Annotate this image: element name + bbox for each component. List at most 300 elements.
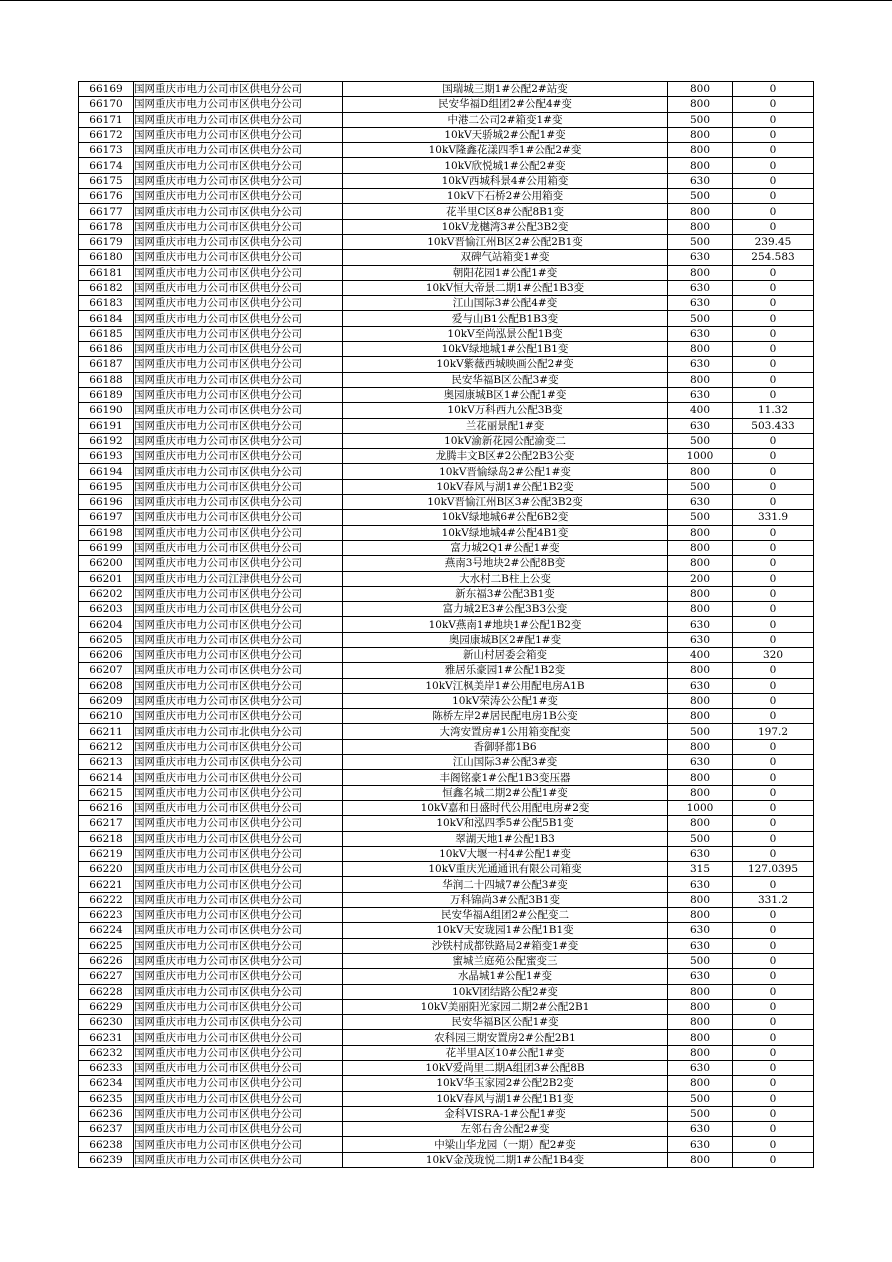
- table-row: [79, 204, 814, 219]
- company-cell: 国网重庆市电力公司市区供电分公司: [134, 433, 343, 448]
- table-row: [79, 785, 814, 800]
- table-row: [79, 556, 814, 571]
- capacity-cell: 500: [668, 311, 733, 326]
- row-id-cell: 66233: [79, 1061, 134, 1076]
- transformer-name-cell: 大水村二B柱上公变: [343, 571, 668, 586]
- value-cell: 503.433: [733, 418, 814, 433]
- table-row: [79, 892, 814, 907]
- table-row: [79, 999, 814, 1014]
- capacity-cell: 630: [668, 250, 733, 265]
- value-cell: 254.583: [733, 250, 814, 265]
- row-id-cell: 66239: [79, 1152, 134, 1167]
- value-cell: 0: [733, 877, 814, 892]
- transformer-name-cell: 10kV绿地城6#公配6B2变: [343, 510, 668, 525]
- company-cell: 国网重庆市电力公司市区供电分公司: [134, 326, 343, 341]
- company-cell: 国网重庆市电力公司市区供电分公司: [134, 250, 343, 265]
- row-id-cell: 66196: [79, 495, 134, 510]
- transformer-name-cell: 10kV金茂珑悦二期1#公配1B4变: [343, 1152, 668, 1167]
- value-cell: 0: [733, 1030, 814, 1045]
- value-cell: 0: [733, 372, 814, 387]
- table-row: [79, 969, 814, 984]
- company-cell: 国网重庆市电力公司市区供电分公司: [134, 923, 343, 938]
- company-cell: 国网重庆市电力公司市区供电分公司: [134, 1137, 343, 1152]
- row-id-cell: 66206: [79, 647, 134, 662]
- row-id-cell: 66207: [79, 663, 134, 678]
- capacity-cell: 800: [668, 1015, 733, 1030]
- table-row: [79, 938, 814, 953]
- value-cell: 0: [733, 571, 814, 586]
- row-id-cell: 66191: [79, 418, 134, 433]
- company-cell: 国网重庆市电力公司市区供电分公司: [134, 82, 343, 97]
- table-row: [79, 923, 814, 938]
- row-id-cell: 66183: [79, 296, 134, 311]
- capacity-cell: 800: [668, 525, 733, 540]
- capacity-cell: 500: [668, 831, 733, 846]
- transformer-name-cell: 沙铁村成都铁路局2#箱变1#变: [343, 938, 668, 953]
- row-id-cell: 66174: [79, 158, 134, 173]
- table-row: [79, 755, 814, 770]
- capacity-cell: 630: [668, 877, 733, 892]
- company-cell: 国网重庆市电力公司市区供电分公司: [134, 280, 343, 295]
- value-cell: 0: [733, 908, 814, 923]
- transformer-name-cell: 富力城2E3#公配3B3公变: [343, 602, 668, 617]
- transformer-name-cell: 10kV龙樾湾3#公配3B2变: [343, 219, 668, 234]
- table-row: [79, 127, 814, 142]
- value-cell: 0: [733, 556, 814, 571]
- table-row: [79, 479, 814, 494]
- value-cell: 0: [733, 143, 814, 158]
- capacity-cell: 800: [668, 342, 733, 357]
- transformer-name-cell: 10kV渝新花园公配渝变二: [343, 433, 668, 448]
- value-cell: 0: [733, 464, 814, 479]
- company-cell: 国网重庆市电力公司市区供电分公司: [134, 892, 343, 907]
- table-row: [79, 387, 814, 402]
- row-id-cell: 66225: [79, 938, 134, 953]
- value-cell: 0: [733, 479, 814, 494]
- table-row: [79, 112, 814, 127]
- row-id-cell: 66190: [79, 403, 134, 418]
- company-cell: 国网重庆市电力公司市区供电分公司: [134, 938, 343, 953]
- row-id-cell: 66194: [79, 464, 134, 479]
- company-cell: 国网重庆市电力公司市区供电分公司: [134, 1030, 343, 1045]
- value-cell: 0: [733, 525, 814, 540]
- capacity-cell: 800: [668, 1076, 733, 1091]
- row-id-cell: 66197: [79, 510, 134, 525]
- table-row: [79, 97, 814, 112]
- table-row: [79, 1076, 814, 1091]
- row-id-cell: 66169: [79, 82, 134, 97]
- capacity-cell: 800: [668, 892, 733, 907]
- company-cell: 国网重庆市电力公司市区供电分公司: [134, 173, 343, 188]
- capacity-cell: 630: [668, 495, 733, 510]
- company-cell: 国网重庆市电力公司市区供电分公司: [134, 418, 343, 433]
- row-id-cell: 66177: [79, 204, 134, 219]
- table-row: [79, 831, 814, 846]
- capacity-cell: 500: [668, 953, 733, 968]
- row-id-cell: 66182: [79, 280, 134, 295]
- transformer-name-cell: 双碑气站箱变1#变: [343, 250, 668, 265]
- transformer-name-cell: 雅居乐豪园1#公配1B2变: [343, 663, 668, 678]
- transformer-name-cell: 10kV晋愉江州B区2#公配2B1变: [343, 234, 668, 249]
- value-cell: 0: [733, 846, 814, 861]
- transformer-name-cell: 10kV荣涛公公配1#变: [343, 693, 668, 708]
- row-id-cell: 66193: [79, 449, 134, 464]
- transformer-name-cell: 龙腾丰文B区#2公配2B3公变: [343, 449, 668, 464]
- value-cell: 0: [733, 739, 814, 754]
- row-id-cell: 66226: [79, 953, 134, 968]
- table-row: [79, 632, 814, 647]
- table-row: [79, 433, 814, 448]
- company-cell: 国网重庆市电力公司市区供电分公司: [134, 540, 343, 555]
- value-cell: 0: [733, 1091, 814, 1106]
- row-id-cell: 66203: [79, 602, 134, 617]
- value-cell: 0: [733, 1061, 814, 1076]
- capacity-cell: 630: [668, 326, 733, 341]
- transformer-name-cell: 10kV大堰一村4#公配1#变: [343, 846, 668, 861]
- row-id-cell: 66216: [79, 800, 134, 815]
- row-id-cell: 66214: [79, 770, 134, 785]
- capacity-cell: 800: [668, 770, 733, 785]
- transformer-name-cell: 陈桥左岸2#居民配电房1B公变: [343, 709, 668, 724]
- value-cell: 0: [733, 540, 814, 555]
- capacity-cell: 800: [668, 1045, 733, 1060]
- transformer-name-cell: 奥园康城B区1#公配1#变: [343, 387, 668, 402]
- transformer-name-cell: 10kV美丽阳光家园二期2#公配2B1: [343, 999, 668, 1014]
- value-cell: 0: [733, 296, 814, 311]
- company-cell: 国网重庆市电力公司市区供电分公司: [134, 908, 343, 923]
- capacity-cell: 500: [668, 433, 733, 448]
- capacity-cell: 800: [668, 908, 733, 923]
- transformer-name-cell: 朝阳花园1#公配1#变: [343, 265, 668, 280]
- transformer-name-cell: 民安华福D组团2#公配4#变: [343, 97, 668, 112]
- transformer-name-cell: 花半里C区8#公配8B1变: [343, 204, 668, 219]
- value-cell: 0: [733, 1152, 814, 1167]
- row-id-cell: 66195: [79, 479, 134, 494]
- row-id-cell: 66237: [79, 1122, 134, 1137]
- company-cell: 国网重庆市电力公司市区供电分公司: [134, 846, 343, 861]
- table-row: [79, 586, 814, 601]
- transformer-name-cell: 华润二十四城7#公配3#变: [343, 877, 668, 892]
- company-cell: 国网重庆市电力公司市区供电分公司: [134, 1061, 343, 1076]
- capacity-cell: 800: [668, 709, 733, 724]
- company-cell: 国网重庆市电力公司市区供电分公司: [134, 831, 343, 846]
- value-cell: 0: [733, 1122, 814, 1137]
- transformer-name-cell: 10kV晋愉江州B区3#公配3B2变: [343, 495, 668, 510]
- company-cell: 国网重庆市电力公司江津供电分公司: [134, 571, 343, 586]
- company-cell: 国网重庆市电力公司市区供电分公司: [134, 816, 343, 831]
- transformer-name-cell: 10kV华玉家园2#公配2B2变: [343, 1076, 668, 1091]
- capacity-cell: 500: [668, 189, 733, 204]
- value-cell: 0: [733, 602, 814, 617]
- company-cell: 国网重庆市电力公司市区供电分公司: [134, 693, 343, 708]
- company-cell: 国网重庆市电力公司市区供电分公司: [134, 464, 343, 479]
- company-cell: 国网重庆市电力公司市区供电分公司: [134, 632, 343, 647]
- value-cell: 0: [733, 663, 814, 678]
- transformer-name-cell: 中梁山华龙园（一期）配2#变: [343, 1137, 668, 1152]
- value-cell: 0: [733, 97, 814, 112]
- value-cell: 0: [733, 280, 814, 295]
- transformer-name-cell: 10kV天安珑园1#公配1B1变: [343, 923, 668, 938]
- transformer-name-cell: 民安华福B区公配3#变: [343, 372, 668, 387]
- capacity-cell: 800: [668, 739, 733, 754]
- row-id-cell: 66181: [79, 265, 134, 280]
- company-cell: 国网重庆市电力公司市区供电分公司: [134, 479, 343, 494]
- table-row: [79, 1061, 814, 1076]
- row-id-cell: 66229: [79, 999, 134, 1014]
- table-row: [79, 449, 814, 464]
- transformer-name-cell: 左邻右舍公配2#变: [343, 1122, 668, 1137]
- company-cell: 国网重庆市电力公司市区供电分公司: [134, 449, 343, 464]
- company-cell: 国网重庆市电力公司市区供电分公司: [134, 357, 343, 372]
- capacity-cell: 400: [668, 647, 733, 662]
- transformer-name-cell: 奥园康城B区2#配1#变: [343, 632, 668, 647]
- company-cell: 国网重庆市电力公司市区供电分公司: [134, 617, 343, 632]
- transformer-name-cell: 新山村居委会箱变: [343, 647, 668, 662]
- value-cell: 0: [733, 785, 814, 800]
- transformer-name-cell: 10kV绿地城1#公配1B1变: [343, 342, 668, 357]
- transformer-name-cell: 大湾安置房#1公用箱变配变: [343, 724, 668, 739]
- company-cell: 国网重庆市电力公司市区供电分公司: [134, 969, 343, 984]
- value-cell: 0: [733, 326, 814, 341]
- table-row: [79, 1122, 814, 1137]
- company-cell: 国网重庆市电力公司市区供电分公司: [134, 785, 343, 800]
- capacity-cell: 400: [668, 403, 733, 418]
- row-id-cell: 66215: [79, 785, 134, 800]
- value-cell: 0: [733, 357, 814, 372]
- table-row: [79, 663, 814, 678]
- table-row: [79, 296, 814, 311]
- company-cell: 国网重庆市电力公司市区供电分公司: [134, 586, 343, 601]
- value-cell: 127.0395: [733, 862, 814, 877]
- capacity-cell: 800: [668, 602, 733, 617]
- value-cell: 0: [733, 265, 814, 280]
- table-row: [79, 647, 814, 662]
- row-id-cell: 66234: [79, 1076, 134, 1091]
- company-cell: 国网重庆市电力公司市区供电分公司: [134, 143, 343, 158]
- value-cell: 0: [733, 586, 814, 601]
- table-row: [79, 953, 814, 968]
- company-cell: 国网重庆市电力公司市区供电分公司: [134, 403, 343, 418]
- table-row: [79, 770, 814, 785]
- value-cell: 0: [733, 387, 814, 402]
- row-id-cell: 66219: [79, 846, 134, 861]
- table-row: [79, 495, 814, 510]
- transformer-name-cell: 新东福3#公配3B1变: [343, 586, 668, 601]
- company-cell: 国网重庆市电力公司市区供电分公司: [134, 709, 343, 724]
- company-cell: 国网重庆市电力公司市区供电分公司: [134, 158, 343, 173]
- table-row: [79, 877, 814, 892]
- capacity-cell: 800: [668, 1152, 733, 1167]
- table-row: [79, 540, 814, 555]
- row-id-cell: 66223: [79, 908, 134, 923]
- capacity-cell: 500: [668, 1106, 733, 1121]
- transformer-name-cell: 10kV西城科景4#公用箱变: [343, 173, 668, 188]
- company-cell: 国网重庆市电力公司市区供电分公司: [134, 739, 343, 754]
- table-row: [79, 709, 814, 724]
- company-cell: 国网重庆市电力公司市区供电分公司: [134, 127, 343, 142]
- transformer-name-cell: 10kV春风与湖1#公配1B2变: [343, 479, 668, 494]
- capacity-cell: 630: [668, 296, 733, 311]
- transformer-table: [78, 81, 814, 1168]
- value-cell: 0: [733, 112, 814, 127]
- table-row: [79, 525, 814, 540]
- table-row: [79, 1015, 814, 1030]
- capacity-cell: 630: [668, 678, 733, 693]
- row-id-cell: 66228: [79, 984, 134, 999]
- capacity-cell: 800: [668, 143, 733, 158]
- value-cell: 0: [733, 1045, 814, 1060]
- capacity-cell: 800: [668, 82, 733, 97]
- row-id-cell: 66170: [79, 97, 134, 112]
- company-cell: 国网重庆市电力公司市区供电分公司: [134, 1122, 343, 1137]
- row-id-cell: 66224: [79, 923, 134, 938]
- table-row: [79, 280, 814, 295]
- capacity-cell: 500: [668, 112, 733, 127]
- row-id-cell: 66184: [79, 311, 134, 326]
- value-cell: 0: [733, 999, 814, 1014]
- capacity-cell: 630: [668, 1061, 733, 1076]
- transformer-name-cell: 10kV嘉和日盛时代公用配电房#2变: [343, 800, 668, 815]
- transformer-name-cell: 燕南3号地块2#公配8B变: [343, 556, 668, 571]
- value-cell: 0: [733, 617, 814, 632]
- capacity-cell: 500: [668, 510, 733, 525]
- capacity-cell: 800: [668, 265, 733, 280]
- capacity-cell: 800: [668, 999, 733, 1014]
- transformer-name-cell: 10kV绿地城4#公配4B1变: [343, 525, 668, 540]
- transformer-name-cell: 香御驿都1B6: [343, 739, 668, 754]
- table-row: [79, 984, 814, 999]
- table-row: [79, 357, 814, 372]
- company-cell: 国网重庆市电力公司市区供电分公司: [134, 1045, 343, 1060]
- capacity-cell: 315: [668, 862, 733, 877]
- transformer-name-cell: 10kV至尚泓景公配1B变: [343, 326, 668, 341]
- capacity-cell: 800: [668, 785, 733, 800]
- row-id-cell: 66235: [79, 1091, 134, 1106]
- capacity-cell: 800: [668, 204, 733, 219]
- company-cell: 国网重庆市电力公司市区供电分公司: [134, 647, 343, 662]
- company-cell: 国网重庆市电力公司市北供电分公司: [134, 724, 343, 739]
- row-id-cell: 66218: [79, 831, 134, 846]
- value-cell: 0: [733, 82, 814, 97]
- company-cell: 国网重庆市电力公司市区供电分公司: [134, 1076, 343, 1091]
- capacity-cell: 630: [668, 632, 733, 647]
- table-row: [79, 1152, 814, 1167]
- company-cell: 国网重庆市电力公司市区供电分公司: [134, 800, 343, 815]
- transformer-name-cell: 翠湖天地1#公配1B3: [343, 831, 668, 846]
- capacity-cell: 1000: [668, 800, 733, 815]
- row-id-cell: 66205: [79, 632, 134, 647]
- capacity-cell: 630: [668, 387, 733, 402]
- company-cell: 国网重庆市电力公司市区供电分公司: [134, 342, 343, 357]
- capacity-cell: 630: [668, 617, 733, 632]
- capacity-cell: 630: [668, 969, 733, 984]
- value-cell: 0: [733, 219, 814, 234]
- table-row: [79, 418, 814, 433]
- value-cell: 331.9: [733, 510, 814, 525]
- table-row: [79, 234, 814, 249]
- table-row: [79, 265, 814, 280]
- table-row: [79, 678, 814, 693]
- value-cell: 0: [733, 923, 814, 938]
- transformer-name-cell: 万科锦尚3#公配3B1变: [343, 892, 668, 907]
- company-cell: 国网重庆市电力公司市区供电分公司: [134, 372, 343, 387]
- value-cell: 0: [733, 433, 814, 448]
- capacity-cell: 800: [668, 663, 733, 678]
- transformer-name-cell: 蜜城兰庭苑公配蜜变三: [343, 953, 668, 968]
- transformer-name-cell: 花半里A区10#公配1#变: [343, 1045, 668, 1060]
- transformer-name-cell: 10kV江枫美岸1#公用配电房A1B: [343, 678, 668, 693]
- row-id-cell: 66220: [79, 862, 134, 877]
- capacity-cell: 630: [668, 938, 733, 953]
- company-cell: 国网重庆市电力公司市区供电分公司: [134, 387, 343, 402]
- value-cell: 0: [733, 1076, 814, 1091]
- table-row: [79, 326, 814, 341]
- table-row: [79, 739, 814, 754]
- transformer-name-cell: 江山国际3#公配4#变: [343, 296, 668, 311]
- row-id-cell: 66199: [79, 540, 134, 555]
- capacity-cell: 800: [668, 219, 733, 234]
- row-id-cell: 66172: [79, 127, 134, 142]
- table-row: [79, 311, 814, 326]
- value-cell: 197.2: [733, 724, 814, 739]
- transformer-name-cell: 10kV团结路公配2#变: [343, 984, 668, 999]
- capacity-cell: 800: [668, 556, 733, 571]
- table-row: [79, 693, 814, 708]
- value-cell: 11.32: [733, 403, 814, 418]
- transformer-name-cell: 恒鑫名城二期2#公配1#变: [343, 785, 668, 800]
- capacity-cell: 630: [668, 846, 733, 861]
- company-cell: 国网重庆市电力公司市区供电分公司: [134, 862, 343, 877]
- value-cell: 0: [733, 158, 814, 173]
- row-id-cell: 66222: [79, 892, 134, 907]
- table-row: [79, 1137, 814, 1152]
- transformer-name-cell: 10kV和泓四季5#公配5B1变: [343, 816, 668, 831]
- transformer-name-cell: 国瑞城三期1#公配2#站变: [343, 82, 668, 97]
- table-row: [79, 1106, 814, 1121]
- company-cell: 国网重庆市电力公司市区供电分公司: [134, 1106, 343, 1121]
- row-id-cell: 66201: [79, 571, 134, 586]
- row-id-cell: 66202: [79, 586, 134, 601]
- capacity-cell: 630: [668, 923, 733, 938]
- row-id-cell: 66227: [79, 969, 134, 984]
- row-id-cell: 66200: [79, 556, 134, 571]
- row-id-cell: 66189: [79, 387, 134, 402]
- row-id-cell: 66232: [79, 1045, 134, 1060]
- value-cell: 331.2: [733, 892, 814, 907]
- capacity-cell: 800: [668, 816, 733, 831]
- row-id-cell: 66208: [79, 678, 134, 693]
- capacity-cell: 800: [668, 540, 733, 555]
- transformer-name-cell: 富力城2Q1#公配1#变: [343, 540, 668, 555]
- row-id-cell: 66187: [79, 357, 134, 372]
- transformer-name-cell: 10kV春风与湖1#公配1B1变: [343, 1091, 668, 1106]
- capacity-cell: 630: [668, 755, 733, 770]
- table-row: [79, 403, 814, 418]
- transformer-name-cell: 江山国际3#公配3#变: [343, 755, 668, 770]
- value-cell: 0: [733, 495, 814, 510]
- row-id-cell: 66238: [79, 1137, 134, 1152]
- table-row: [79, 1045, 814, 1060]
- table-row: [79, 1030, 814, 1045]
- row-id-cell: 66236: [79, 1106, 134, 1121]
- row-id-cell: 66176: [79, 189, 134, 204]
- table-row: [79, 617, 814, 632]
- company-cell: 国网重庆市电力公司市区供电分公司: [134, 678, 343, 693]
- capacity-cell: 630: [668, 357, 733, 372]
- company-cell: 国网重庆市电力公司市区供电分公司: [134, 1015, 343, 1030]
- table-row: [79, 510, 814, 525]
- transformer-name-cell: 10kV隆鑫花漾四季1#公配2#变: [343, 143, 668, 158]
